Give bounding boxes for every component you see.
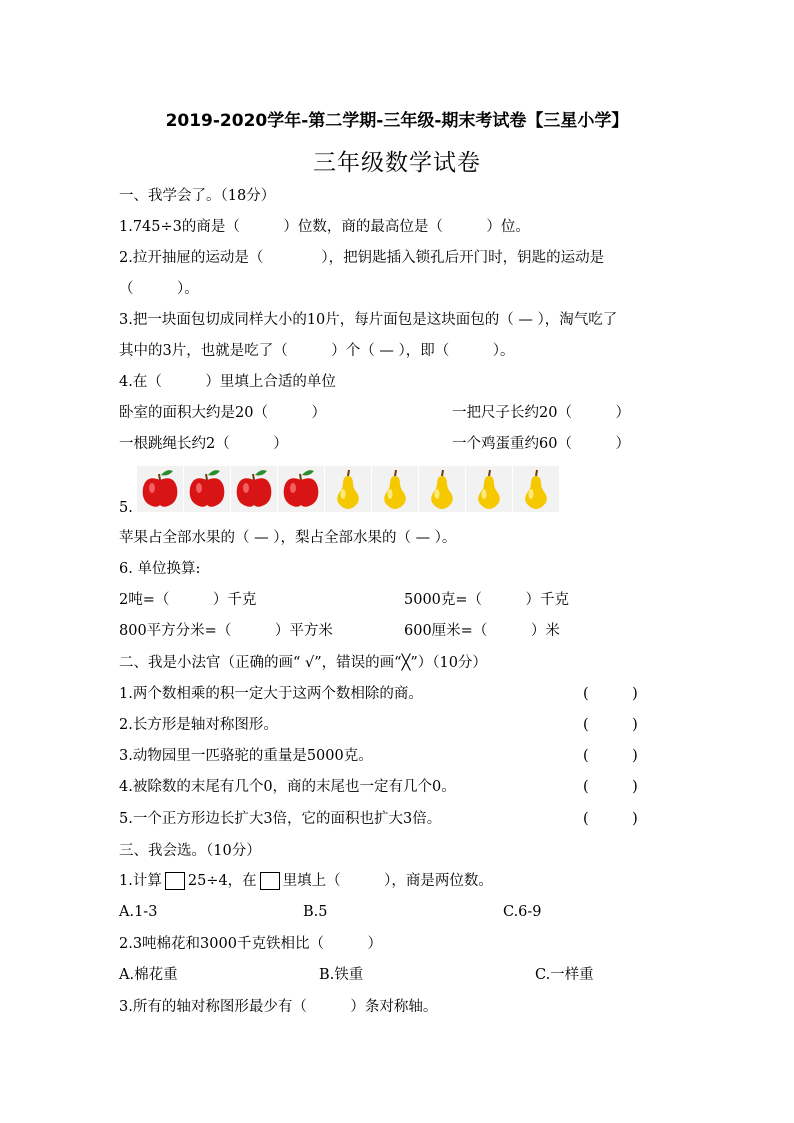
section3-q1-pre: 1.计算 (119, 873, 162, 889)
pear-icon (372, 466, 418, 512)
section3-q1-option-a: A.1-3 (119, 904, 158, 920)
section1-q4-row1-left: 卧室的面积大约是20（ ） (119, 405, 326, 421)
judge-answer-1[interactable]: ( ) (583, 686, 638, 702)
pear-icon (466, 466, 512, 512)
section2-heading: 二、我是小法官（正确的画“ √”，错误的画“╳”）（10分） (119, 655, 487, 671)
section1-q1: 1.745÷3的商是（ ）位数，商的最高位是（ ）位。 (119, 219, 530, 235)
apple-icon (137, 466, 183, 512)
judge-answer-3[interactable]: ( ) (583, 748, 638, 764)
judge-item-2: 2.长方形是轴对称图形。 (119, 717, 278, 733)
section3-q1 (119, 872, 493, 890)
section1-q4-row1-right: 一把尺子长约20（ ） (452, 405, 630, 421)
section1-q2-line1: 2.拉开抽屉的运动是（ ），把钥匙插入锁孔后开门时，钥匙的运动是 (119, 250, 605, 266)
section1-heading: 一、我学会了。（18分） (119, 188, 276, 204)
judge-answer-5[interactable]: ( ) (583, 811, 638, 827)
section3-q2-option-a: A.棉花重 (119, 967, 178, 983)
section1-q2-line2: （ ）。 (119, 281, 199, 297)
judge-answer-2[interactable]: ( ) (583, 717, 638, 733)
section3-heading: 三、我会选。（10分） (119, 843, 261, 859)
section1-q3-line2: 其中的3片，也就是吃了（ ）个（ — ），即（ ）。 (119, 343, 515, 359)
pear-icon (325, 466, 371, 512)
section1-q3-line1: 3.把一块面包切成同样大小的10片，每片面包是这块面包的（ — ），淘气吃了 (119, 312, 618, 328)
exam-header-title: 2019-2020学年-第二学期-三年级-期末考试卷【三星小学】 (165, 111, 629, 131)
section1-q4-row2-left: 一根跳绳长约2（ ） (119, 436, 288, 452)
section1-q6-row1-left: 2吨=（ ）千克 (119, 592, 257, 608)
section1-q4-row2-right: 一个鸡蛋重约60（ ） (452, 436, 630, 452)
section3-q1-mid: 25÷4，在 (187, 873, 257, 889)
judge-answer-4[interactable]: ( ) (583, 779, 638, 795)
section1-q6-row2-left: 800平方分米=（ ）平方米 (119, 623, 333, 639)
exam-subtitle: 三年级数学试卷 (313, 150, 481, 176)
section1-q5-text: 苹果占全部水果的（ — ），梨占全部水果的（ — ）。 (119, 530, 457, 546)
judge-item-5: 5.一个正方形边长扩大3倍，它的面积也扩大3倍。 (119, 811, 442, 827)
blank-box[interactable] (165, 872, 185, 890)
section3-q2: 2.3吨棉花和3000千克铁相比（ ） (119, 936, 382, 952)
section3-q2-option-c: C.一样重 (535, 967, 594, 983)
judge-item-4: 4.被除数的末尾有几个0，商的末尾也一定有几个0。 (119, 779, 456, 795)
section3-q2-option-b: B.铁重 (319, 967, 364, 983)
fruit-picture-row (137, 466, 560, 512)
section3-q1-post: 里填上（ ），商是两位数。 (282, 873, 493, 889)
pear-icon (419, 466, 465, 512)
judge-item-3: 3.动物园里一匹骆驼的重量是5000克。 (119, 748, 373, 764)
judge-item-1: 1.两个数相乘的积一定大于这两个数相除的商。 (119, 686, 423, 702)
section3-q3: 3.所有的轴对称图形最少有（ ）条对称轴。 (119, 999, 438, 1015)
apple-icon (184, 466, 230, 512)
section1-q6-row1-right: 5000克=（ ）千克 (404, 592, 570, 608)
blank-box[interactable] (260, 872, 280, 890)
pear-icon (513, 466, 559, 512)
apple-icon (231, 466, 277, 512)
section3-q1-option-b: B.5 (303, 904, 328, 920)
section1-q5-number: 5. (119, 500, 133, 516)
section1-q4: 4.在（ ）里填上合适的单位 (119, 374, 336, 390)
section1-q6-row2-right: 600厘米=（ ）米 (404, 623, 560, 639)
section1-q6: 6. 单位换算: (119, 561, 201, 577)
section3-q1-option-c: C.6-9 (503, 904, 542, 920)
apple-icon (278, 466, 324, 512)
